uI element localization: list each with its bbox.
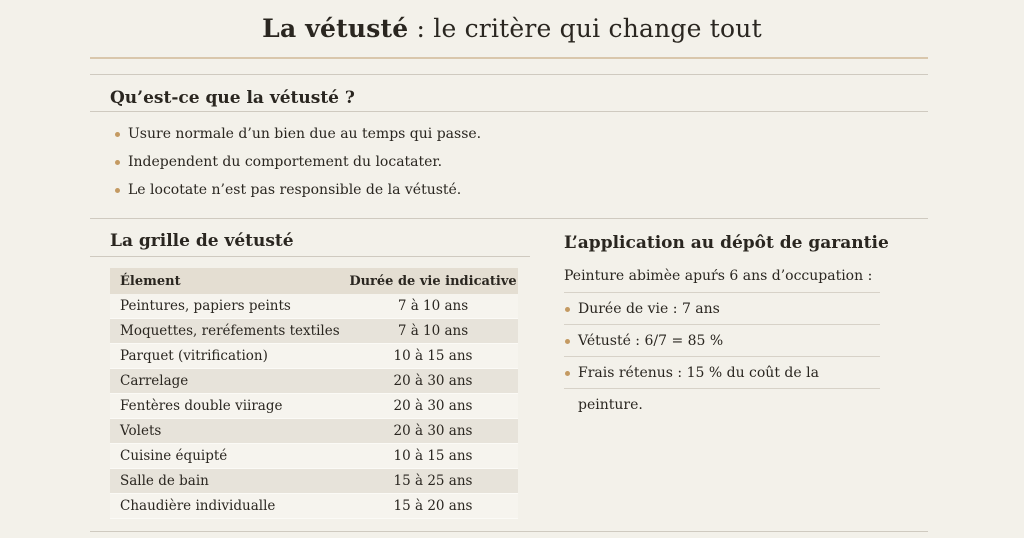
list-item: Durée de vie : 7 ans xyxy=(564,292,880,324)
cell-element: Chaudière individualle xyxy=(110,494,348,519)
cell-element: Moquettes, reréfements textiles xyxy=(110,319,348,344)
grid-heading: La grille de vétusté xyxy=(110,231,294,251)
definition-heading: Qu’est-ce que la vétusté ? xyxy=(110,88,355,108)
cell-duration: 7 à 10 ans xyxy=(348,319,518,344)
list-item: Usure normale d’un bien due au temps qui passe. xyxy=(114,120,481,148)
vetuste-table xyxy=(110,268,518,519)
table-row xyxy=(110,444,518,469)
column-header-element: Élement xyxy=(110,268,348,294)
cell-element: Parquet (vitrification) xyxy=(110,344,348,369)
cell-duration: 20 à 30 ans xyxy=(348,394,518,419)
divider xyxy=(90,74,928,75)
cell-duration: 15 à 20 ans xyxy=(348,494,518,519)
table-row xyxy=(110,469,518,494)
cell-duration: 15 à 25 ans xyxy=(348,469,518,494)
cell-duration: 20 à 30 ans xyxy=(348,419,518,444)
title-rest: : le critère qui change tout xyxy=(408,14,762,43)
cell-element: Fentères double viirage xyxy=(110,394,348,419)
cell-duration: 10 à 15 ans xyxy=(348,444,518,469)
application-heading: L’application au dépôt de garantie xyxy=(564,233,889,253)
cell-element: Salle de bain xyxy=(110,469,348,494)
table-row xyxy=(110,319,518,344)
table-header-row xyxy=(110,268,518,294)
list-item: Le locotate n’est pas responsible de la vétusté. xyxy=(114,176,481,204)
divider xyxy=(90,256,530,257)
list-item: Vétusté : 6/7 = 85 % xyxy=(564,324,880,356)
title-bold: La vétusté xyxy=(262,14,409,43)
cell-duration: 10 à 15 ans xyxy=(348,344,518,369)
table-row xyxy=(110,394,518,419)
table-row xyxy=(110,294,518,319)
table-row xyxy=(110,344,518,369)
divider xyxy=(90,218,928,219)
column-header-duration: Durée de vie indicative xyxy=(348,268,518,294)
cell-duration: 7 à 10 ans xyxy=(348,294,518,319)
table-row xyxy=(110,419,518,444)
divider xyxy=(90,111,928,112)
cell-element: Cuisine équipté xyxy=(110,444,348,469)
definition-list xyxy=(114,120,481,204)
divider xyxy=(90,531,928,532)
cell-element: Peintures, papiers peints xyxy=(110,294,348,319)
cell-element: Volets xyxy=(110,419,348,444)
list-item: Frais rétenus : 15 % du coût de la peinture. xyxy=(564,356,880,389)
table-row xyxy=(110,369,518,394)
application-list xyxy=(564,292,880,413)
page-title xyxy=(0,14,1024,43)
cell-element: Carrelage xyxy=(110,369,348,394)
table-row xyxy=(110,494,518,519)
cell-duration: 20 à 30 ans xyxy=(348,369,518,394)
application-intro: Peinture abimèe apuŕs 6 ans d’occupation : xyxy=(564,268,873,284)
title-divider xyxy=(90,57,928,59)
list-item: Independent du comportement du locatater. xyxy=(114,148,481,176)
